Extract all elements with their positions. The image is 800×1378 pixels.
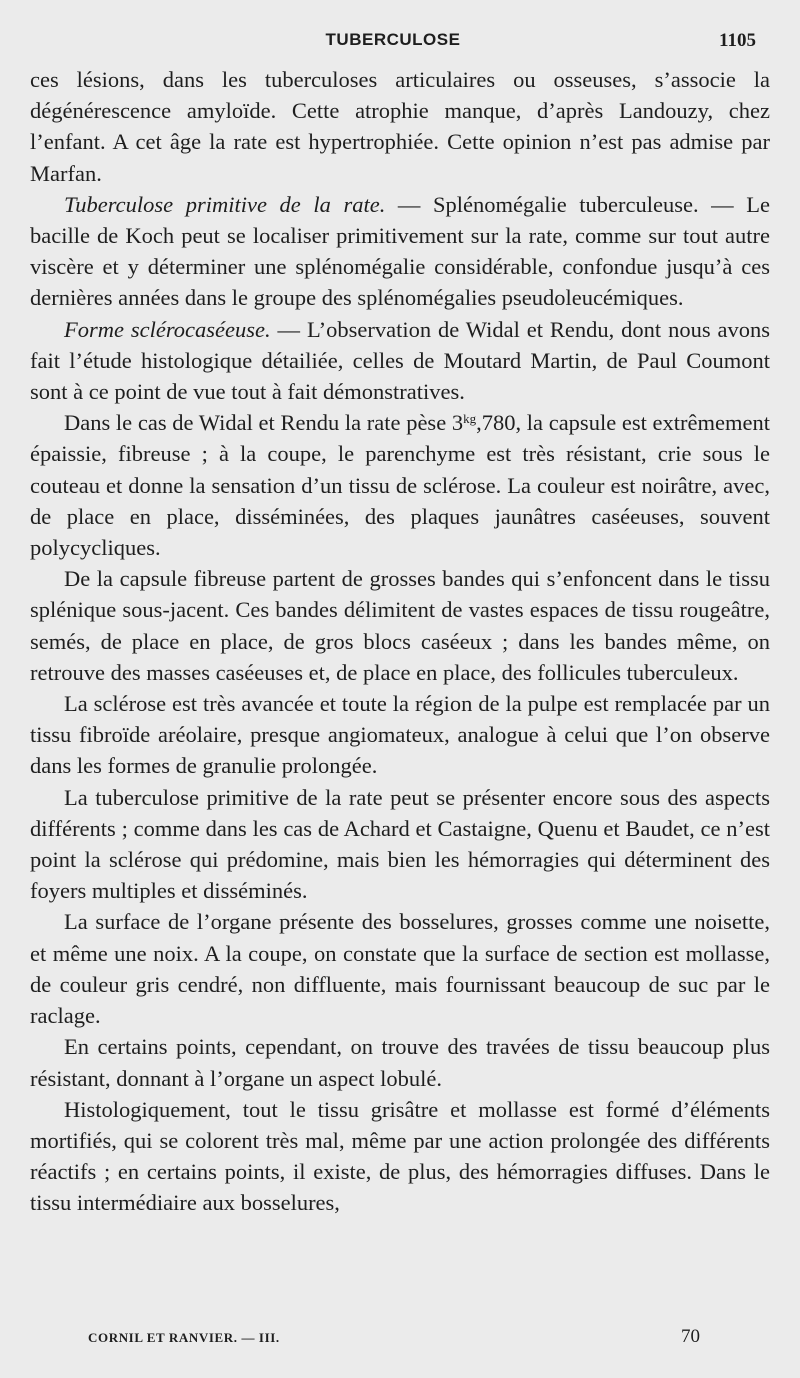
paragraph-text: ces lésions, dans les tuberculoses articulaires ou osseuses, s’associe la dégénérescence amyloïde. Cette atrophie manque, d’après Landouzy, chez l’enfant. A cet âge la rate est hypertrophiée. Cette opinion n’est pas admise par Marfan.	[30, 67, 770, 186]
paragraph	[30, 189, 770, 314]
sheet-number: 70	[681, 1326, 700, 1347]
paragraph-text: La sclérose est très avancée et toute la région de la pulpe est remplacée par un tissu fibroïde aréolaire, presque angiomateux, analogue à celui que l’on observe dans les formes de granulie prolongée.	[30, 691, 770, 779]
paragraph	[30, 563, 770, 688]
paragraph	[30, 688, 770, 782]
paragraph-text: La tuberculose primitive de la rate peut se présenter encore sous des aspects différents ; comme dans les cas de Achard et Castaigne, Quenu et Baudet, ce n’est point la sclérose qui prédomine, mais bien les hémorragies qui déterminent des foyers multiples et disséminés.	[30, 784, 770, 904]
unit-superscript: kg	[463, 411, 477, 427]
paragraph	[30, 1094, 770, 1219]
section-heading: Tuberculose primitive de la rate.	[64, 191, 386, 217]
paragraph-text: En certains points, cependant, on trouve des travées de tissu beaucoup plus résistant, donnant à l’organe un aspect lobulé.	[30, 1034, 770, 1091]
paragraph	[30, 407, 770, 563]
page-footer	[88, 1326, 700, 1350]
body-text	[30, 64, 770, 1219]
paragraph	[30, 1031, 770, 1093]
printer-signature: CORNIL ET RANVIER. — III.	[88, 1330, 280, 1345]
paragraph-text: Histologiquement, tout le tissu grisâtre et mollasse est formé d’éléments mortifiés, qui se colorent très mal, même par une action prolongée des différents réactifs ; en certains points, il existe, de plus, des hémorragies diffuses. Dans le tissu intermédiaire aux bosselures,	[30, 1096, 770, 1216]
paragraph-text: — L’observation de Widal et Rendu, dont nous avons fait l’étude histologique détailiée, celles de Moutard Martin, de Paul Coumont sont à ce point de vue tout à fait démonstratives.	[30, 316, 770, 405]
paragraph-text: — Splénomégalie tuberculeuse. — Le bacille de Koch peut se localiser primitivement sur la rate, comme sur tout autre viscère et y déterminer une splénomégalie considérable, confondue jusqu’à ces dernières années dans le groupe des splénomégalies pseudoleucémiques.	[30, 191, 770, 311]
paragraph-text: De la capsule fibreuse partent de grosses bandes qui s’enfoncent dans le tissu splénique sous-jacent. Ces bandes délimitent de vastes espaces de tissu rougeâtre, semés, de place en place, de gros blocs caséeux ; dans les bandes même, on retrouve des masses caséeuses et, de place en place, des follicules tuberculeux.	[30, 566, 770, 685]
page-number: 1105	[719, 30, 756, 51]
paragraph-text: ,780, la capsule est extrêmement épaissie, fibreuse ; à la coupe, le parenchyme est très résistant, crie sous le couteau et donne la sensation d’un tissu de sclérose. La couleur est noirâtre, avec, de place en place, disséminées, des plaques jaunâtres caséeuses, souvent polycycliques.	[30, 410, 770, 561]
paragraph	[30, 314, 770, 408]
paragraph-text: Dans le cas de Widal et Rendu la rate pèse 3	[64, 410, 464, 436]
paragraph	[30, 906, 770, 1031]
running-title: TUBERCULOSE	[325, 30, 461, 49]
paragraph	[30, 64, 770, 189]
section-heading: Forme sclérocaséeuse.	[64, 316, 271, 342]
page-header	[30, 30, 756, 56]
paragraph-text: La surface de l’organe présente des bosselures, grosses comme une noisette, et même une noix. A la coupe, on constate que la surface de section est mollasse, de couleur gris cendré, non diffluente, mais fournissant beaucoup de suc par le raclage.	[30, 909, 770, 1029]
paragraph	[30, 782, 770, 907]
